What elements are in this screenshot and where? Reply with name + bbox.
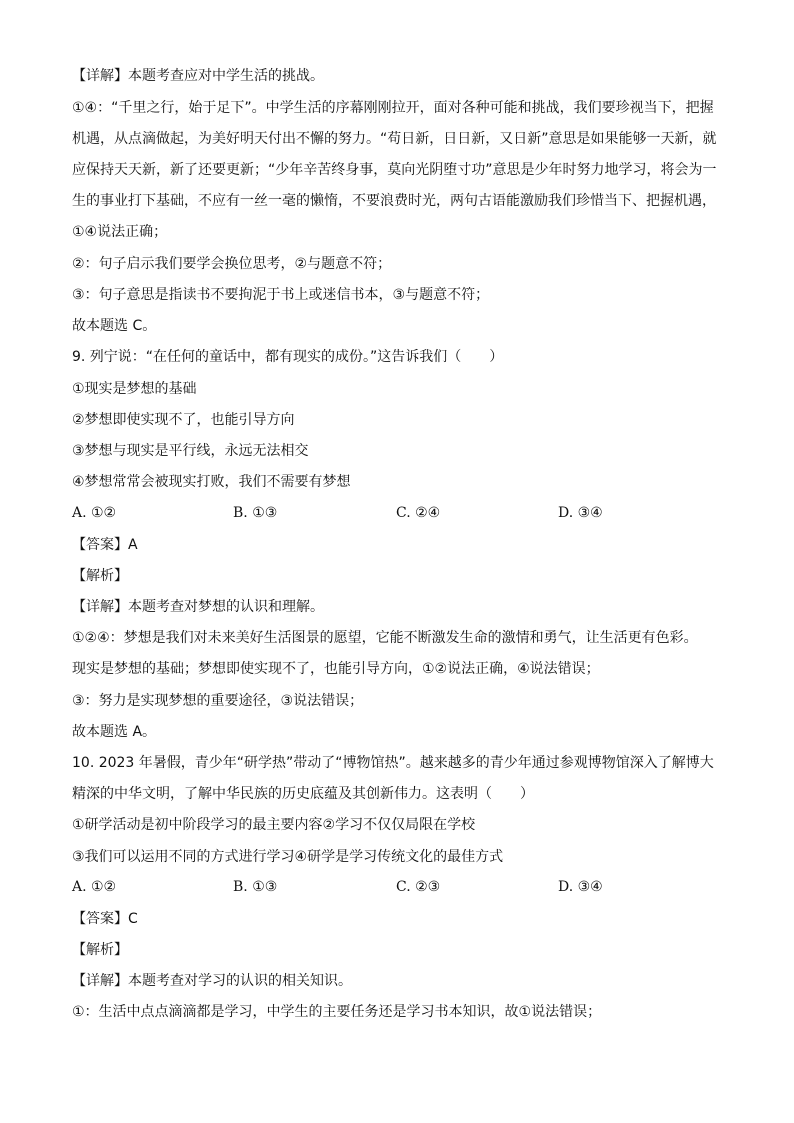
- q9-answer: 【答案】A: [72, 537, 138, 553]
- q9-conclusion: 故本题选 A。: [72, 724, 157, 740]
- q9-analysis-line-2: 现实是梦想的基础；梦想即使实现不了，也能引导方向，①②说法正确，④说法错误；: [72, 661, 600, 677]
- q9-option-a: A. ①②: [72, 505, 117, 521]
- q10-statements-3-4: ③我们可以运用不同的方式进行学习④研学是学习传统文化的最佳方式: [72, 849, 504, 865]
- q8-analysis-line-3: 应保持天天新，新了还要更新；“少年辛苦终身事，莫向光阴堕寸功”意思是少年时努力地学习，将会为一: [72, 162, 717, 178]
- q9-option-c: C. ②④: [396, 505, 441, 521]
- q10-detail-heading: 【详解】本题考查对学习的认识的相关知识。: [72, 973, 352, 989]
- q9-statement-3: ③梦想与现实是平行线，永远无法相交: [72, 443, 309, 459]
- q10-stem-line-2: 精深的中华文明，了解中华民族的历史底蕴及其创新伟力。这表明（ ）: [72, 786, 534, 802]
- q9-stem: 9. 列宁说：“在任何的童话中，都有现实的成份。”这告诉我们（ ）: [72, 349, 504, 365]
- q9-analysis-line-3: ③：努力是实现梦想的重要途径，③说法错误；: [72, 693, 364, 709]
- q10-option-d: D. ③④: [558, 879, 603, 895]
- q10-option-b: B. ①③: [233, 879, 278, 895]
- q9-detail-heading: 【详解】本题考查对梦想的认识和理解。: [72, 599, 324, 615]
- q10-stem-line-1: 10. 2023 年暑假，青少年“研学热”带动了“博物馆热”。越来越多的青少年通过参观博物馆深入了解博大: [72, 755, 714, 771]
- q9-option-d: D. ③④: [558, 505, 603, 521]
- q8-conclusion: 故本题选 C。: [72, 318, 157, 334]
- q9-statement-1: ①现实是梦想的基础: [72, 381, 197, 397]
- q10-answer: 【答案】C: [72, 911, 138, 927]
- q9-statement-2: ②梦想即使实现不了，也能引导方向: [72, 412, 295, 428]
- q10-option-a: A. ①②: [72, 879, 117, 895]
- q8-analysis-line-5: ①④说法正确；: [72, 224, 168, 240]
- q10-analysis-heading: 【解析】: [72, 942, 128, 958]
- q9-statement-4: ④梦想常常会被现实打败，我们不需要有梦想: [72, 474, 351, 490]
- detail-heading-q8: 【详解】本题考查应对中学生活的挑战。: [72, 68, 324, 84]
- q9-analysis-heading: 【解析】: [72, 568, 128, 584]
- q8-analysis-line-1: ①④：“千里之行，始于足下”。中学生活的序幕刚刚拉开，面对各种可能和挑战，我们要珍视当下，把握: [72, 100, 714, 116]
- q8-analysis-line-7: ③：句子意思是指读书不要拘泥于书上或迷信书本，③与题意不符；: [72, 287, 490, 303]
- q9-analysis-line-1: ①②④：梦想是我们对未来美好生活图景的愿望，它能不断激发生命的激情和勇气，让生活更有色彩。: [72, 630, 698, 646]
- q10-option-c: C. ②③: [396, 879, 441, 895]
- q8-analysis-line-6: ②：句子启示我们要学会换位思考，②与题意不符；: [72, 256, 392, 272]
- q10-statements-1-2: ①研学活动是初中阶段学习的最主要内容②学习不仅仅局限在学校: [72, 817, 476, 833]
- q8-analysis-line-2: 机遇，从点滴做起，为美好明天付出不懈的努力。“苟日新，日日新，又日新”意思是如果能够一天新，就: [72, 131, 717, 147]
- q10-analysis-line-1: ①：生活中点点滴滴都是学习，中学生的主要任务还是学习书本知识，故①说法错误；: [72, 1004, 602, 1020]
- q9-option-b: B. ①③: [233, 505, 278, 521]
- q8-analysis-line-4: 生的事业打下基础，不应有一丝一毫的懒惰，不要浪费时光，两句古语能激励我们珍惜当下、把握机遇，: [72, 193, 716, 209]
